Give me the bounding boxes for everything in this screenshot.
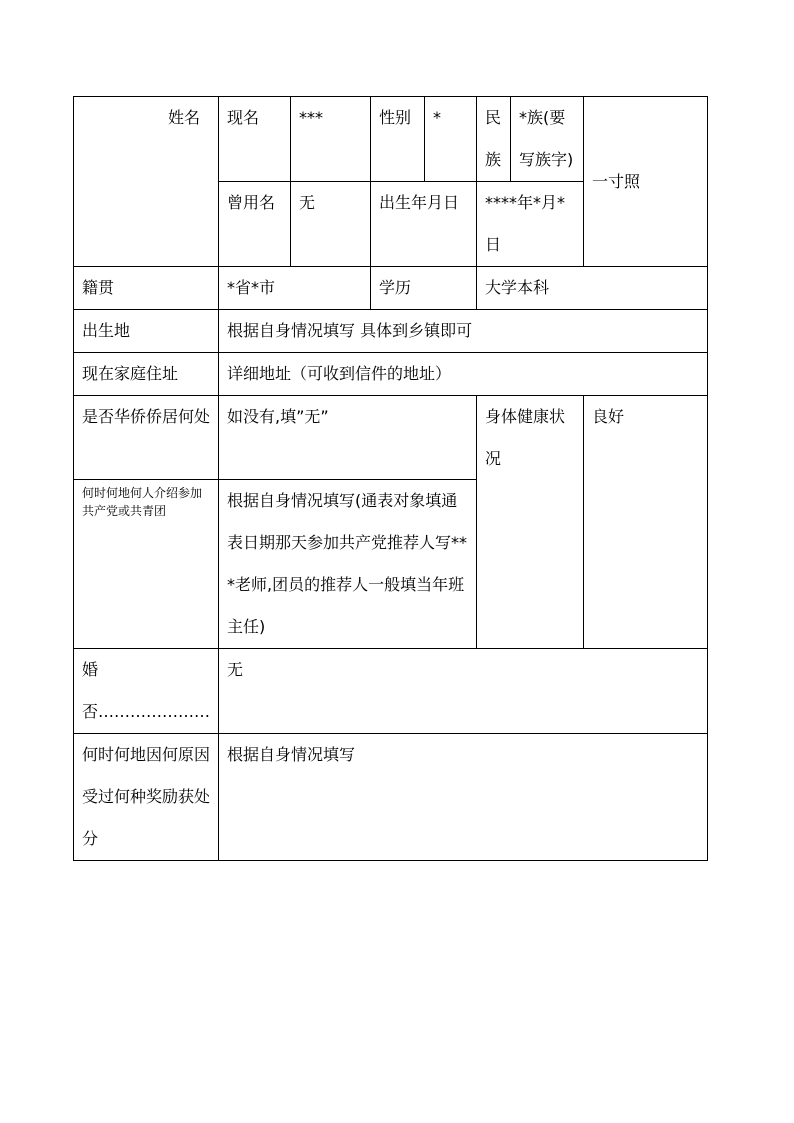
overseas-value: 如没有,填”无”	[219, 396, 477, 480]
registration-form-table	[73, 96, 708, 861]
former-name-label: 曾用名	[219, 182, 291, 267]
native-place-value: *省*市	[219, 267, 371, 310]
health-label: 身体健康状况	[477, 396, 584, 649]
birth-date-value: ****年*月*日	[477, 182, 584, 267]
name-label: 姓名	[167, 108, 200, 127]
marriage-value: 无	[219, 649, 708, 734]
gender-value: *	[425, 97, 477, 182]
education-label: 学历	[371, 267, 477, 310]
birthplace-label: 出生地	[74, 310, 219, 353]
name-label-cell	[74, 97, 219, 267]
birthplace-value: 根据自身情况填写 具体到乡镇即可	[219, 310, 708, 353]
former-name-value: 无	[291, 182, 371, 267]
address-label: 现在家庭住址	[74, 353, 219, 396]
address-value: 详细地址（可收到信件的地址）	[219, 353, 708, 396]
ethnicity-value: *族(要写族字)	[511, 97, 584, 182]
party-value: 根据自身情况填写(通表对象填通表日期那天参加共产党推荐人写***老师,团员的推荐人一般填当年班主任)	[219, 480, 477, 649]
current-name-label: 现名	[219, 97, 291, 182]
photo-cell	[584, 97, 708, 267]
photo-label: 一寸照	[592, 171, 641, 191]
awards-label: 何时何地因何原因受过何种奖励获处分	[74, 734, 219, 861]
awards-value: 根据自身情况填写	[219, 734, 708, 861]
marriage-label: 婚否…………………	[74, 649, 219, 734]
current-name-value: ***	[291, 97, 371, 182]
party-label: 何时何地何人介绍参加共产党或共青团	[74, 480, 219, 649]
native-place-label: 籍贯	[74, 267, 219, 310]
health-value: 良好	[584, 396, 708, 649]
education-value: 大学本科	[477, 267, 708, 310]
ethnicity-label: 民族	[477, 97, 511, 182]
overseas-label: 是否华侨侨居何处	[74, 396, 219, 480]
gender-label: 性别	[371, 97, 425, 182]
birth-date-label: 出生年月日	[371, 182, 477, 267]
